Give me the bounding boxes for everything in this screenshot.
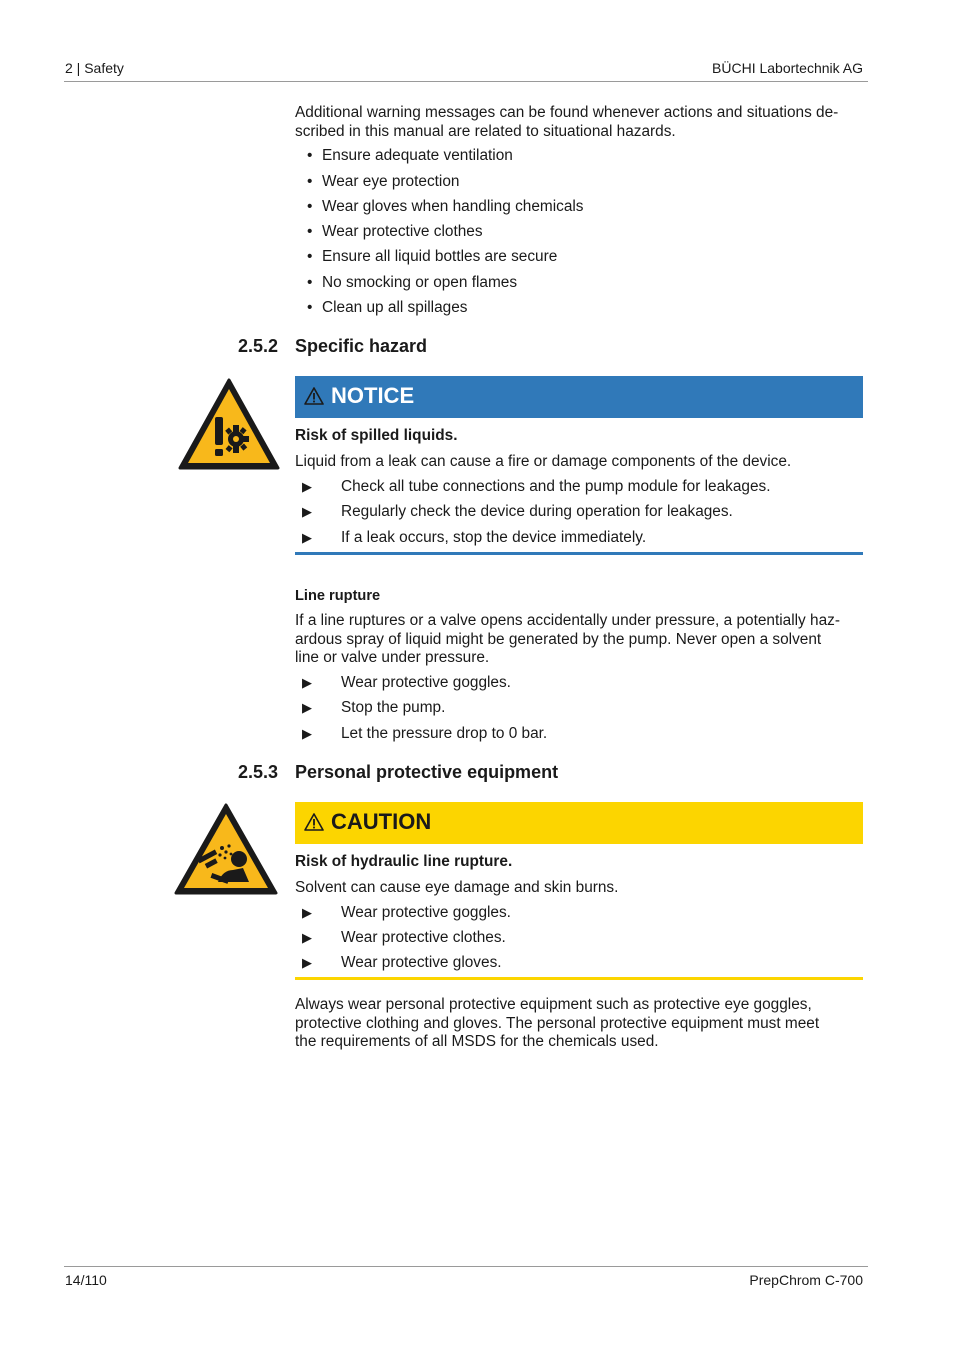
caution-bottom-rule (295, 977, 863, 980)
step-arrow-icon: ▶ (302, 930, 312, 945)
warning-triangle-icon (304, 813, 324, 831)
list-item (307, 147, 513, 165)
section-heading-specific-hazard (238, 336, 427, 357)
step-text: Wear protective gloves. (341, 954, 502, 971)
line-rupture-paragraph (295, 612, 865, 668)
bullet-icon: • (307, 198, 313, 215)
warning-triangle-icon (304, 387, 324, 405)
page-number: 14/110 (65, 1272, 107, 1288)
intro-paragraph (295, 104, 865, 141)
notice-banner (295, 376, 863, 418)
step-arrow-icon: ▶ (302, 479, 312, 494)
list-item-text: No smocking or open flames (322, 274, 518, 291)
list-item (307, 248, 558, 266)
bullet-icon: • (307, 147, 313, 164)
caution-description: Solvent can cause eye damage and skin burns. (295, 879, 619, 896)
notice-label: NOTICE (331, 383, 415, 408)
step-text: Stop the pump. (341, 699, 446, 716)
step-text: Wear protective clothes. (341, 929, 506, 946)
bullet-icon: • (307, 248, 313, 265)
caution-banner (295, 802, 863, 844)
list-item-text: Clean up all spillages (322, 299, 468, 316)
bullet-icon: • (307, 299, 313, 316)
step-text: Let the pressure drop to 0 bar. (341, 725, 548, 742)
product-name: PrepChrom C-700 (749, 1272, 863, 1288)
header-company: BÜCHI Labortechnik AG (712, 60, 863, 76)
header-rule (64, 81, 868, 82)
list-item-text: Wear eye protection (322, 173, 460, 190)
step-text: Wear protective goggles. (341, 904, 511, 921)
list-item-text: Ensure adequate ventilation (322, 147, 513, 164)
list-item-text: Wear protective clothes (322, 223, 483, 240)
notice-heading: Risk of spilled liquids. (295, 427, 458, 444)
section-number: 2.5.2 (238, 336, 279, 356)
step-arrow-icon: ▶ (302, 675, 312, 690)
paragraph-line: protective clothing and gloves. The personal protective equipment must meet (295, 1014, 820, 1032)
step-arrow-icon: ▶ (302, 905, 312, 920)
bullet-icon: • (307, 173, 313, 190)
list-item-text: Ensure all liquid bottles are secure (322, 248, 558, 265)
bullet-icon: • (307, 274, 313, 291)
header-section-label: 2 | Safety (65, 60, 124, 76)
paragraph-line: If a line ruptures or a valve opens accidentally under pressure, a potentially haz- (295, 612, 840, 629)
notice-bottom-rule (295, 552, 863, 555)
list-item (307, 274, 518, 292)
list-item (307, 173, 460, 191)
section-title: Personal protective equipment (295, 762, 559, 782)
step-arrow-icon: ▶ (302, 504, 312, 519)
spray-hazard-warning-icon (173, 802, 279, 896)
ppe-paragraph (295, 996, 865, 1052)
paragraph-line: ardous spray of liquid might be generated by the pump. Never open a solvent (295, 630, 822, 648)
paragraph-line: Always wear personal protective equipment such as protective eye goggles, (295, 996, 812, 1013)
caution-heading: Risk of hydraulic line rupture. (295, 853, 513, 870)
step-text: Wear protective goggles. (341, 674, 511, 691)
step-arrow-icon: ▶ (302, 700, 312, 715)
section-number: 2.5.3 (238, 762, 279, 782)
list-item-text: Wear gloves when handling chemicals (322, 198, 584, 215)
line-rupture-heading: Line rupture (295, 588, 381, 604)
corrosive-warning-icon (177, 377, 281, 471)
step-text: Check all tube connections and the pump module for leakages. (341, 478, 771, 495)
step-arrow-icon: ▶ (302, 726, 312, 741)
section-title: Specific hazard (295, 336, 428, 356)
list-item (307, 198, 584, 216)
paragraph-line: the requirements of all MSDS for the chemicals used. (295, 1033, 659, 1051)
paragraph-line: line or valve under pressure. (295, 649, 490, 667)
caution-label: CAUTION (331, 809, 432, 834)
notice-description: Liquid from a leak can cause a fire or damage components of the device. (295, 453, 792, 470)
step-text: Regularly check the device during operation for leakages. (341, 503, 733, 520)
list-item (307, 223, 483, 241)
step-arrow-icon: ▶ (302, 955, 312, 970)
step-text: If a leak occurs, stop the device immediately. (341, 529, 647, 546)
intro-line: scribed in this manual are related to situational hazards. (295, 122, 676, 140)
footer-rule (64, 1266, 868, 1267)
list-item (307, 299, 468, 317)
step-arrow-icon: ▶ (302, 530, 312, 545)
intro-line: Additional warning messages can be found whenever actions and situations de- (295, 104, 839, 121)
bullet-icon: • (307, 223, 313, 240)
section-heading-ppe (238, 762, 558, 783)
